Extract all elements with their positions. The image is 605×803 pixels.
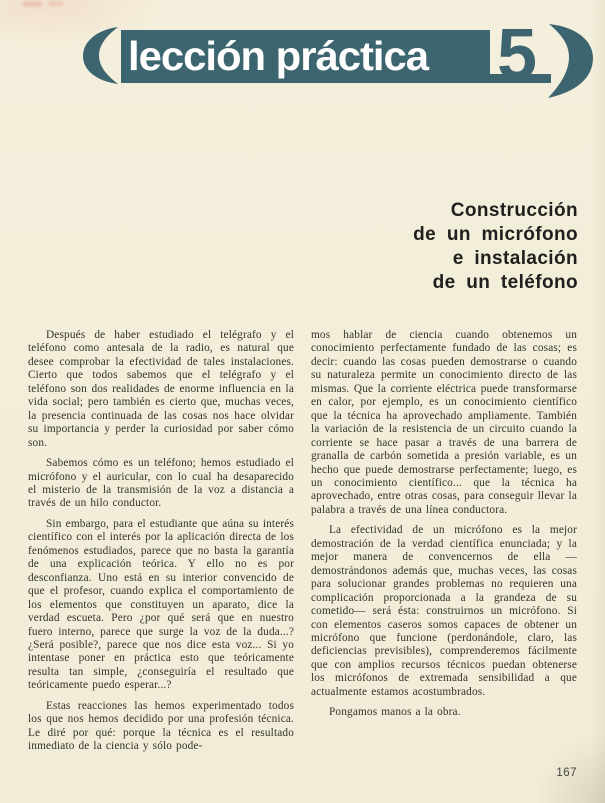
lesson-banner xyxy=(0,0,605,110)
article-title-line: e instalación xyxy=(452,248,578,269)
article-title xyxy=(413,199,578,295)
right-column xyxy=(311,329,577,761)
left-column xyxy=(28,329,294,761)
banner-open-paren-icon xyxy=(83,27,118,84)
article-title-line: de un micrófono xyxy=(413,224,578,245)
page-number: 167 xyxy=(556,767,577,779)
paragraph: Después de haber estudiado el telégrafo y el teléfono como antesala de la radio, es natural que desee comprobar la efectividad de tales instalaciones. Cierto que todos sabemos que el telégrafo y el teléfono son dos realidades de enorme influencia en la vida social; pero también es cierto que, muchas veces, la presencia continuada de las cosas nos hace olvidar su importancia y perder la curiosidad por saber cómo son. xyxy=(28,329,294,449)
banner-title: lección práctica xyxy=(128,33,431,79)
paragraph: La efectividad de un micrófono es la mejor demostración de la verdad científica enunciada; y la mejor manera de convencernos de ella —demostrándonos además que, muchas veces, las cosas para solucionar grandes problemas no requieren una complicación proporcionada a la grandeza de su cometido— será ésta: construirnos un micrófono. Si con elementos caseros somos capaces de obtener un micrófono que funcione (perdonándole, claro, las deficiencias previsibles), comprenderemos fácilmente que con amplios recursos técnicos puedan obtenerse los micrófonos de extremada sensibilidad a que actualmente estamos acostumbrados. xyxy=(311,524,577,698)
paragraph: Estas reacciones las hemos experimentado todos los que nos hemos decidido por una profesión técnica. Le diré por qué: porque la técnica es el resultado inmediato de la ciencia y sólo pode- xyxy=(28,699,294,753)
paragraph: Sin embargo, para el estudiante que aúna su interés científico con el interés por la aplicación directa de los fenómenos estudiados, parece que no basta la garantía de una explicación teórica. Y ello no es por desconfianza. Uno está en su interior convencido de que el profesor, cuando explica el comportamiento de los elementos que constituyen un aparato, dice la verdad escueta. Pero ¿por qué será que en nuestro fuero interno, parece que surge la voz de la duda...? ¿Será posible?, parece que nos dice esta voz... Si yo intentase poner en práctica esto que teóricamente resulta tan simple, ¿conseguiría el resultado que teóricamente puedo esperar...? xyxy=(28,517,294,692)
article-title-line: de un teléfono xyxy=(432,272,578,293)
lesson-number: 5 xyxy=(497,15,538,95)
article-title-line: Construcción xyxy=(450,200,578,221)
paragraph: Pongamos manos a la obra. xyxy=(329,706,461,719)
paragraph: mos hablar de ciencia cuando obtenemos un conocimiento perfectamente fundado de las cosas; es decir: cuando las cosas pueden demostrarse o cuando su naturaleza permite un conocimiento directo de las mismas. Que la corriente eléctrica puede transformarse en calor, por ejemplo, es un conocimiento científico que la técnica ha aprovechado ampliamente. También la variación de la resistencia de un circuito cuando la corriente se hace pasar a través de una barrera de granalla de carbón sometida a presión variable, es un hecho que puede demostrarse perfectamente; luego, es un conocimiento científico... que la técnica ha aprovechado, entre otras cosas, para conseguir llevar la palabra a través de una línea conductora. xyxy=(311,329,577,516)
banner-close-paren-icon xyxy=(548,24,593,98)
paragraph: Sabemos cómo es un teléfono; hemos estudiado el micrófono y el auricular, con lo cual ha desaparecido el misterio de la transmisión de la voz a distancia a través de un hilo conductor. xyxy=(28,457,294,510)
body-text xyxy=(28,329,577,761)
